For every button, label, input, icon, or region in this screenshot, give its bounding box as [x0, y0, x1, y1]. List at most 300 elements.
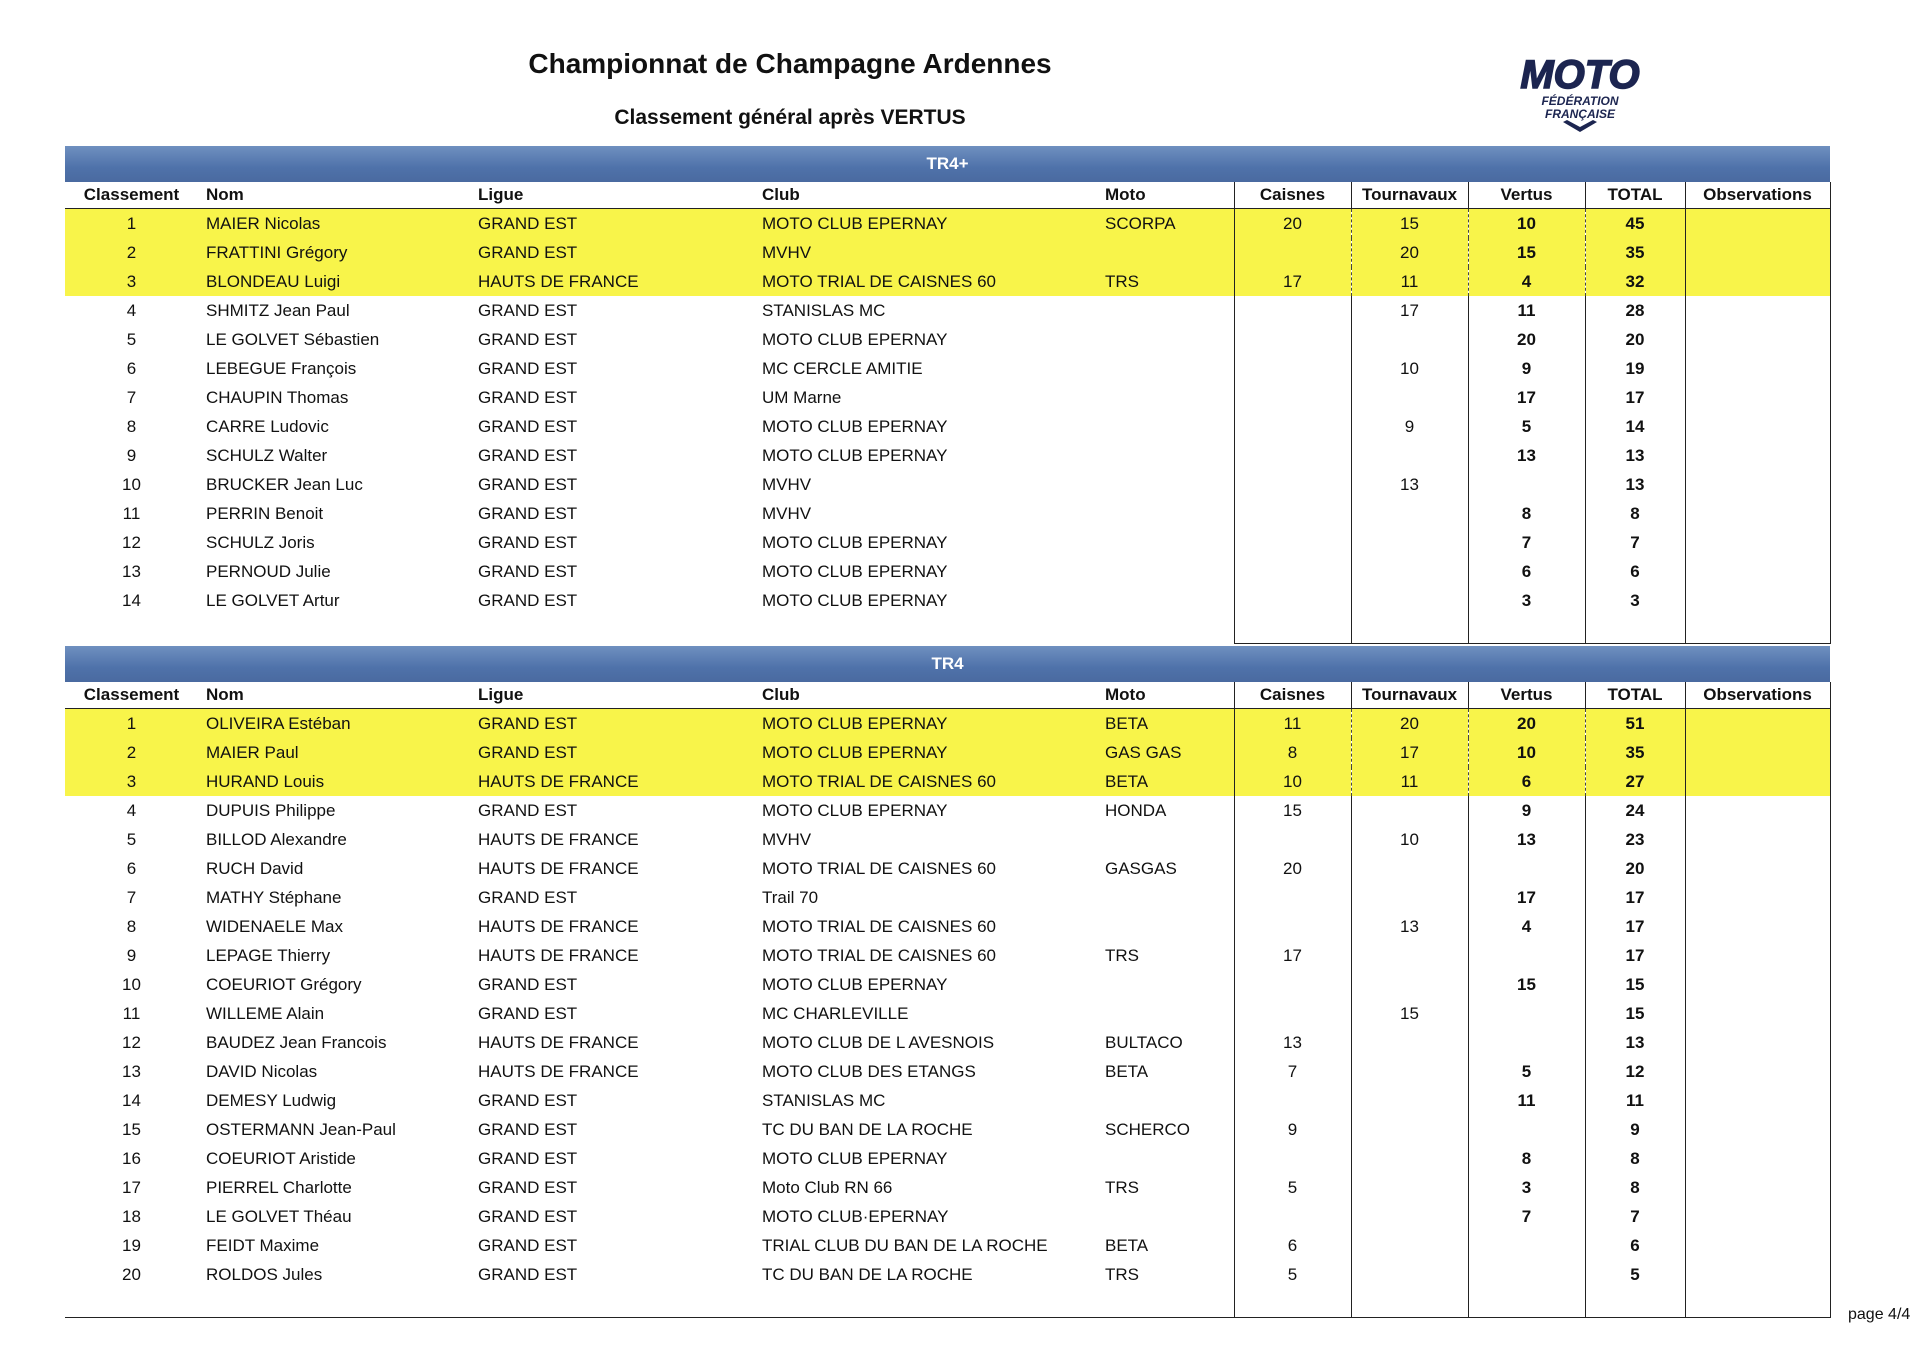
table-tr4 [65, 646, 1831, 1318]
cell-club: TC DU BAN DE LA ROCHE [762, 1264, 973, 1284]
table-row [65, 267, 1830, 296]
cell-tournavaux [1351, 383, 1468, 412]
cell-obs [1685, 354, 1830, 383]
cell-tournavaux [1351, 1057, 1468, 1086]
cell-club: MOTO TRIAL DE CAISNES 60 [754, 267, 1097, 296]
cell-moto: TRS [1105, 1264, 1139, 1284]
cell-moto [1097, 441, 1234, 470]
cell-ligue: GRAND EST [470, 738, 754, 767]
cell-obs [1685, 528, 1830, 557]
cell-nom: PIERREL Charlotte [206, 1177, 352, 1197]
cell-obs [1685, 738, 1830, 767]
cell-obs [1685, 1260, 1830, 1289]
cell-ligue: GRAND EST [470, 209, 754, 239]
table-row [65, 296, 1830, 325]
cell-tournavaux: 9 [1351, 412, 1468, 441]
column-header: Nom [198, 682, 470, 709]
cell-nom: CARRE Ludovic [206, 416, 329, 436]
cell-ligue: GRAND EST [470, 709, 754, 739]
cell-caisnes [1234, 296, 1351, 325]
cell-nom: LE GOLVET Théau [206, 1206, 352, 1226]
cell-vertus [1468, 1115, 1585, 1144]
cell-nom: SCHULZ Walter [206, 445, 328, 465]
cell-nom: WIDENAELE Max [206, 916, 343, 936]
cell-caisnes [1234, 1144, 1351, 1173]
cell-moto: BETA [1097, 709, 1234, 739]
cell-total: 24 [1585, 796, 1685, 825]
cell-total: 20 [1585, 325, 1685, 354]
cell-vertus: 17 [1468, 883, 1585, 912]
cell-nom: LEBEGUE François [206, 358, 357, 378]
cell-caisnes [1234, 441, 1351, 470]
column-header: Club [754, 182, 1097, 209]
column-header: Tournavaux [1351, 182, 1468, 209]
cell-club: STANISLAS MC [762, 300, 886, 320]
cell-ligue: GRAND EST [478, 887, 578, 907]
cell-club: TRIAL CLUB DU BAN DE LA ROCHE [762, 1235, 1048, 1255]
cell-moto: HONDA [1105, 800, 1167, 820]
table-row [65, 1173, 1830, 1202]
cell-rank: 4 [126, 800, 137, 820]
column-header: Club [754, 682, 1097, 709]
cell-obs [1685, 499, 1830, 528]
cell-total: 19 [1585, 354, 1685, 383]
cell-total: 20 [1585, 854, 1685, 883]
cell-tournavaux: 10 [1351, 825, 1468, 854]
cell-total: 51 [1585, 709, 1685, 739]
cell-rank: 10 [122, 974, 141, 994]
table-row [65, 738, 1830, 767]
cell-total: 28 [1585, 296, 1685, 325]
cell-nom: BAUDEZ Jean Francois [206, 1032, 387, 1052]
cell-tournavaux: 11 [1351, 267, 1468, 296]
cell-nom: PERNOUD Julie [206, 561, 331, 581]
cell-tournavaux [1351, 1144, 1468, 1173]
column-header: TOTAL [1585, 682, 1685, 709]
column-header: Observations [1685, 182, 1830, 209]
cell-ligue: HAUTS DE FRANCE [470, 767, 754, 796]
cell-vertus [1468, 999, 1585, 1028]
cell-tournavaux [1351, 1086, 1468, 1115]
cell-rank: 16 [122, 1148, 141, 1168]
table-row [65, 709, 1830, 739]
cell-moto [1097, 1086, 1234, 1115]
table-row [65, 499, 1830, 528]
cell-vertus: 8 [1468, 499, 1585, 528]
cell-club: MOTO TRIAL DE CAISNES 60 [762, 858, 996, 878]
cell-nom: DUPUIS Philippe [206, 800, 336, 820]
cell-caisnes [1234, 238, 1351, 267]
table-row [65, 557, 1830, 586]
cell-nom: FEIDT Maxime [206, 1235, 320, 1255]
cell-tournavaux [1351, 796, 1468, 825]
cell-tournavaux: 13 [1351, 912, 1468, 941]
cell-vertus: 4 [1468, 912, 1585, 941]
cell-ligue: HAUTS DE FRANCE [478, 829, 639, 849]
cell-ligue: GRAND EST [478, 974, 578, 994]
cell-ligue: GRAND EST [478, 416, 578, 436]
cell-club: UM Marne [762, 387, 842, 407]
cell-caisnes: 8 [1234, 738, 1351, 767]
cell-caisnes [1234, 883, 1351, 912]
cell-tournavaux [1351, 586, 1468, 615]
table-row [65, 325, 1830, 354]
cell-rank: 14 [122, 1090, 141, 1110]
cell-total: 17 [1585, 912, 1685, 941]
page-subtitle: Classement général après VERTUS [614, 106, 966, 129]
table-row [65, 767, 1830, 796]
cell-nom: BRUCKER Jean Luc [206, 474, 363, 494]
column-header: Ligue [470, 182, 754, 209]
cell-ligue: GRAND EST [478, 1148, 578, 1168]
cell-club: MOTO TRIAL DE CAISNES 60 [754, 767, 1097, 796]
cell-rank: 11 [122, 503, 141, 523]
cell-vertus: 9 [1468, 354, 1585, 383]
cell-club: MOTO CLUB EPERNAY [762, 329, 948, 349]
cell-ligue: GRAND EST [478, 1206, 578, 1226]
cell-total: 13 [1585, 470, 1685, 499]
cell-club: MC CHARLEVILLE [762, 1003, 909, 1023]
cell-tournavaux [1351, 1173, 1468, 1202]
cell-obs [1685, 999, 1830, 1028]
table-row [65, 1086, 1830, 1115]
cell-caisnes: 15 [1234, 796, 1351, 825]
cell-ligue: GRAND EST [478, 590, 578, 610]
cell-tournavaux [1351, 1231, 1468, 1260]
cell-total: 8 [1585, 1173, 1685, 1202]
cell-moto: TRS [1097, 267, 1234, 296]
column-header: Moto [1097, 682, 1234, 709]
cell-obs [1685, 941, 1830, 970]
cell-caisnes: 17 [1234, 941, 1351, 970]
cell-club: MOTO CLUB EPERNAY [762, 445, 948, 465]
cell-moto [1097, 354, 1234, 383]
cell-moto: BETA [1105, 1061, 1149, 1081]
cell-nom: CHAUPIN Thomas [206, 387, 349, 407]
table-row [65, 441, 1830, 470]
cell-rank: 13 [122, 561, 141, 581]
cell-caisnes: 13 [1234, 1028, 1351, 1057]
cell-vertus: 6 [1468, 767, 1585, 796]
cell-caisnes [1234, 325, 1351, 354]
table-row [65, 528, 1830, 557]
cell-caisnes: 11 [1234, 709, 1351, 739]
cell-nom: LE GOLVET Artur [206, 590, 340, 610]
cell-vertus: 5 [1468, 412, 1585, 441]
cell-rank: 10 [122, 474, 141, 494]
cell-obs [1685, 238, 1830, 267]
cell-ligue: GRAND EST [478, 1119, 578, 1139]
table-row [65, 854, 1830, 883]
cell-total: 32 [1585, 267, 1685, 296]
cell-total: 14 [1585, 412, 1685, 441]
cell-nom: COEURIOT Aristide [206, 1148, 356, 1168]
cell-ligue: GRAND EST [478, 1235, 578, 1255]
cell-caisnes [1234, 999, 1351, 1028]
cell-ligue: GRAND EST [478, 445, 578, 465]
cell-rank: 1 [65, 709, 198, 739]
cell-caisnes: 5 [1234, 1260, 1351, 1289]
table-row [65, 883, 1830, 912]
table-row [65, 383, 1830, 412]
cell-ligue: GRAND EST [478, 1090, 578, 1110]
cell-tournavaux [1351, 1202, 1468, 1231]
cell-nom: LE GOLVET Sébastien [206, 329, 380, 349]
cell-nom: FRATTINI Grégory [198, 238, 470, 267]
table-row [65, 825, 1830, 854]
cell-nom: SCHULZ Joris [206, 532, 315, 552]
cell-moto [1097, 238, 1234, 267]
logo-sub1: FÉDÉRATION [1541, 94, 1619, 108]
section-title: TR4 [65, 646, 1830, 682]
cell-nom: WILLEME Alain [206, 1003, 325, 1023]
cell-moto [1097, 499, 1234, 528]
cell-club: MOTO CLUB EPERNAY [762, 590, 948, 610]
cell-moto [1097, 825, 1234, 854]
cell-club: MOTO CLUB·EPERNAY [762, 1206, 949, 1226]
cell-vertus [1468, 941, 1585, 970]
cell-rank: 1 [65, 209, 198, 239]
cell-nom: MAIER Paul [198, 738, 470, 767]
cell-tournavaux [1351, 325, 1468, 354]
cell-rank: 8 [126, 916, 137, 936]
cell-total: 7 [1585, 528, 1685, 557]
cell-club: MOTO CLUB EPERNAY [754, 709, 1097, 739]
cell-vertus [1468, 1260, 1585, 1289]
cell-caisnes [1234, 470, 1351, 499]
cell-obs [1685, 1086, 1830, 1115]
cell-total: 15 [1585, 999, 1685, 1028]
cell-rank: 15 [122, 1119, 141, 1139]
cell-tournavaux [1351, 1115, 1468, 1144]
cell-caisnes [1234, 412, 1351, 441]
cell-ligue: HAUTS DE FRANCE [478, 858, 639, 878]
cell-vertus: 7 [1468, 1202, 1585, 1231]
cell-nom: OLIVEIRA Estéban [198, 709, 470, 739]
cell-tournavaux [1351, 528, 1468, 557]
cell-vertus: 15 [1468, 238, 1585, 267]
cell-nom: BLONDEAU Luigi [198, 267, 470, 296]
cell-vertus: 7 [1468, 528, 1585, 557]
cell-rank: 5 [126, 329, 137, 349]
column-header: Tournavaux [1351, 682, 1468, 709]
cell-total: 11 [1585, 1086, 1685, 1115]
cell-nom: LEPAGE Thierry [206, 945, 331, 965]
cell-tournavaux [1351, 941, 1468, 970]
cell-obs [1685, 883, 1830, 912]
cell-club: MOTO CLUB EPERNAY [762, 1148, 948, 1168]
cell-vertus [1468, 470, 1585, 499]
cell-total: 8 [1585, 499, 1685, 528]
cell-total: 27 [1585, 767, 1685, 796]
table-row [65, 586, 1830, 615]
cell-obs [1685, 209, 1830, 239]
cell-nom: PERRIN Benoit [206, 503, 324, 523]
cell-ligue: GRAND EST [478, 474, 578, 494]
cell-vertus: 11 [1468, 296, 1585, 325]
cell-nom: OSTERMANN Jean-Paul [206, 1119, 396, 1139]
cell-total: 15 [1585, 970, 1685, 999]
cell-caisnes [1234, 1202, 1351, 1231]
cell-obs [1685, 441, 1830, 470]
cell-rank: 9 [126, 945, 137, 965]
table-row [65, 354, 1830, 383]
cell-tournavaux [1351, 1028, 1468, 1057]
cell-rank: 12 [122, 1032, 141, 1052]
cell-club: MOTO CLUB EPERNAY [754, 738, 1097, 767]
cell-tournavaux: 15 [1351, 209, 1468, 239]
cell-club: MOTO TRIAL DE CAISNES 60 [762, 945, 996, 965]
cell-nom: MAIER Nicolas [198, 209, 470, 239]
cell-obs [1685, 296, 1830, 325]
cell-moto [1097, 883, 1234, 912]
cell-tournavaux [1351, 854, 1468, 883]
cell-total: 13 [1585, 441, 1685, 470]
cell-caisnes: 10 [1234, 767, 1351, 796]
cell-club: MVHV [754, 238, 1097, 267]
cell-rank: 11 [122, 1003, 141, 1023]
cell-caisnes [1234, 528, 1351, 557]
cell-rank: 9 [126, 445, 137, 465]
cell-caisnes [1234, 354, 1351, 383]
table-row [65, 970, 1830, 999]
cell-club: MOTO CLUB EPERNAY [762, 974, 948, 994]
cell-caisnes: 17 [1234, 267, 1351, 296]
cell-club: MC CERCLE AMITIE [762, 358, 923, 378]
cell-obs [1685, 970, 1830, 999]
cell-club: STANISLAS MC [762, 1090, 886, 1110]
cell-vertus [1468, 1028, 1585, 1057]
column-header: Nom [198, 182, 470, 209]
cell-obs [1685, 586, 1830, 615]
cell-total: 17 [1585, 883, 1685, 912]
table-row [65, 796, 1830, 825]
cell-obs [1685, 1057, 1830, 1086]
cell-vertus: 6 [1468, 557, 1585, 586]
cell-rank: 18 [122, 1206, 141, 1226]
cell-tournavaux: 20 [1351, 709, 1468, 739]
cell-club: Trail 70 [762, 887, 819, 907]
cell-obs [1685, 470, 1830, 499]
cell-tournavaux: 11 [1351, 767, 1468, 796]
cell-rank: 20 [122, 1264, 141, 1284]
column-header: TOTAL [1585, 182, 1685, 209]
cell-rank: 14 [122, 590, 141, 610]
cell-vertus: 11 [1468, 1086, 1585, 1115]
cell-rank: 4 [126, 300, 137, 320]
cell-ligue: GRAND EST [478, 561, 578, 581]
cell-rank: 6 [126, 858, 137, 878]
cell-obs [1685, 557, 1830, 586]
cell-caisnes: 7 [1234, 1057, 1351, 1086]
column-header: Moto [1097, 182, 1234, 209]
table-row [65, 1057, 1830, 1086]
cell-vertus: 8 [1468, 1144, 1585, 1173]
page-number: page 4/4 [1848, 1306, 1911, 1323]
table-row [65, 209, 1830, 239]
table-row [65, 1144, 1830, 1173]
cell-nom: SHMITZ Jean Paul [206, 300, 350, 320]
cell-club: MOTO CLUB DES ETANGS [762, 1061, 976, 1081]
cell-ligue: HAUTS DE FRANCE [478, 916, 639, 936]
cell-total: 8 [1585, 1144, 1685, 1173]
cell-rank: 17 [122, 1177, 141, 1197]
cell-club: MOTO CLUB EPERNAY [762, 532, 948, 552]
cell-obs [1685, 709, 1830, 739]
cell-club: MVHV [762, 503, 812, 523]
cell-moto: GASGAS [1105, 858, 1177, 878]
cell-moto [1097, 528, 1234, 557]
cell-moto [1097, 383, 1234, 412]
table-row [65, 1028, 1830, 1057]
table-row [65, 999, 1830, 1028]
logo-sub2: FRANÇAISE [1544, 107, 1616, 121]
cell-club: MOTO CLUB DE L AVESNOIS [762, 1032, 995, 1052]
cell-total: 7 [1585, 1202, 1685, 1231]
cell-total: 6 [1585, 557, 1685, 586]
cell-club: MOTO CLUB EPERNAY [754, 209, 1097, 239]
cell-total: 9 [1585, 1115, 1685, 1144]
table-row [65, 941, 1830, 970]
cell-club: MVHV [762, 474, 812, 494]
cell-moto: BETA [1097, 767, 1234, 796]
cell-tournavaux: 13 [1351, 470, 1468, 499]
table-row [65, 238, 1830, 267]
table-row [65, 1115, 1830, 1144]
cell-obs [1685, 1231, 1830, 1260]
cell-ligue: GRAND EST [478, 1177, 578, 1197]
column-header: Caisnes [1234, 182, 1351, 209]
cell-caisnes: 20 [1234, 209, 1351, 239]
logo-text: MOTO [1520, 53, 1640, 97]
cell-ligue: GRAND EST [478, 1003, 578, 1023]
table-row [65, 1260, 1830, 1289]
cell-vertus [1468, 854, 1585, 883]
cell-nom: COEURIOT Grégory [206, 974, 362, 994]
cell-rank: 3 [65, 267, 198, 296]
cell-obs [1685, 267, 1830, 296]
cell-vertus: 3 [1468, 1173, 1585, 1202]
cell-caisnes [1234, 557, 1351, 586]
cell-caisnes [1234, 912, 1351, 941]
cell-obs [1685, 1202, 1830, 1231]
cell-total: 45 [1585, 209, 1685, 239]
cell-nom: BILLOD Alexandre [206, 829, 347, 849]
cell-tournavaux [1351, 1260, 1468, 1289]
cell-total: 35 [1585, 238, 1685, 267]
cell-tournavaux [1351, 883, 1468, 912]
cell-obs [1685, 854, 1830, 883]
cell-caisnes: 20 [1234, 854, 1351, 883]
cell-ligue: HAUTS DE FRANCE [478, 1061, 639, 1081]
table-row [65, 1202, 1830, 1231]
cell-vertus: 20 [1468, 709, 1585, 739]
ffm-logo [1505, 48, 1655, 138]
cell-ligue: GRAND EST [478, 800, 578, 820]
cell-moto: GAS GAS [1097, 738, 1234, 767]
cell-ligue: GRAND EST [478, 300, 578, 320]
cell-vertus: 13 [1468, 825, 1585, 854]
cell-rank: 3 [65, 767, 198, 796]
cell-nom: ROLDOS Jules [206, 1264, 323, 1284]
cell-moto: TRS [1105, 1177, 1139, 1197]
cell-caisnes [1234, 970, 1351, 999]
cell-vertus [1468, 1231, 1585, 1260]
cell-club: MOTO TRIAL DE CAISNES 60 [762, 916, 996, 936]
cell-club: TC DU BAN DE LA ROCHE [762, 1119, 973, 1139]
cell-rank: 13 [122, 1061, 141, 1081]
cell-moto [1097, 970, 1234, 999]
